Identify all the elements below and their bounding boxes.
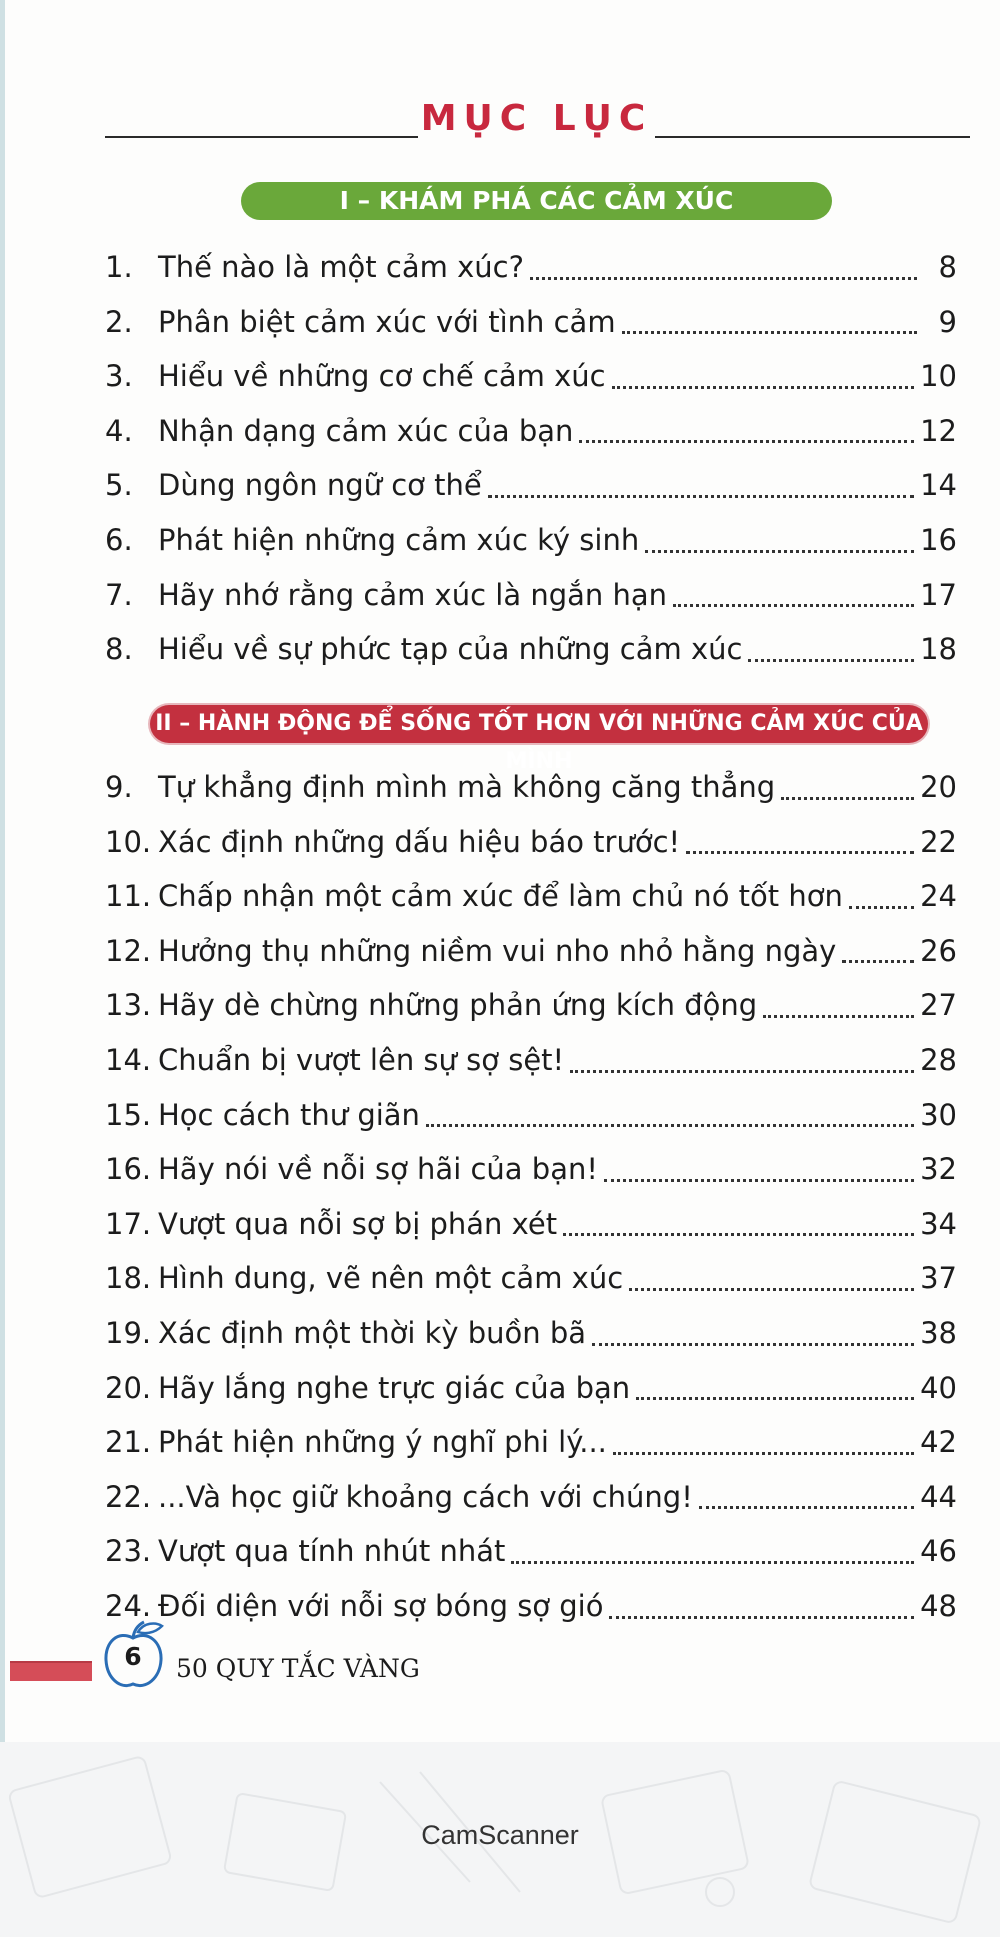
toc-entry (105, 1579, 957, 1634)
page-edge (0, 0, 5, 1742)
entry-page: 17 (920, 577, 957, 612)
entry-page: 38 (920, 1315, 957, 1350)
entry-number: 18. (105, 1261, 152, 1296)
entry-line (158, 1524, 957, 1579)
dot-leader (849, 869, 914, 924)
toc-entry (105, 869, 957, 924)
dot-leader (636, 1361, 914, 1416)
entry-number: 21. (105, 1425, 152, 1460)
toc-entry (105, 1361, 957, 1416)
entry-number: 12. (105, 933, 152, 968)
entry-page: 8 (938, 250, 957, 284)
entry-number: 20. (105, 1370, 152, 1405)
entry-line (158, 760, 957, 815)
dot-leader (426, 1088, 914, 1143)
heading-rule-right (655, 136, 970, 138)
toc-entry (105, 349, 957, 404)
entry-title: Học cách thư giãn (158, 1097, 420, 1132)
entry-title: Dùng ngôn ngữ cơ thể (158, 468, 482, 503)
toc-entry (105, 1251, 957, 1306)
dot-leader (622, 295, 917, 350)
entry-number: 11. (105, 879, 152, 914)
entry-number: 3. (105, 359, 133, 394)
toc-entry (105, 568, 957, 623)
dot-leader (530, 240, 917, 295)
dot-leader (592, 1306, 914, 1361)
section-2-list (105, 760, 957, 1634)
heading-rule-left (105, 136, 418, 138)
entry-line (158, 568, 957, 623)
toc-entry (105, 458, 957, 513)
entry-page: 40 (920, 1370, 957, 1405)
entry-number: 5. (105, 468, 133, 503)
entry-title: Chuẩn bị vượt lên sự sợ sệt! (158, 1042, 565, 1077)
dot-leader (748, 622, 914, 677)
entry-title: Vượt qua tính nhút nhát (158, 1534, 506, 1569)
dot-leader (645, 513, 914, 568)
entry-page: 48 (920, 1588, 957, 1623)
entry-line (158, 513, 957, 568)
entry-number: 15. (105, 1097, 152, 1132)
toc-entry (105, 1306, 957, 1361)
entry-line (158, 1033, 957, 1088)
entry-number: 2. (105, 304, 133, 339)
entry-page: 27 (920, 988, 957, 1023)
entry-title: Hãy nói về nỗi sợ hãi của bạn! (158, 1152, 598, 1187)
camscanner-label: CamScanner (421, 1820, 579, 1850)
entry-line (158, 240, 957, 295)
entry-page: 34 (920, 1206, 957, 1241)
toc-entry (105, 815, 957, 870)
entry-title: Đối diện với nỗi sợ bóng sợ gió (158, 1588, 604, 1623)
toc-entry (105, 924, 957, 979)
entry-page: 16 (920, 522, 957, 557)
toc-entry (105, 1524, 957, 1579)
section-1-banner: I – KHÁM PHÁ CÁC CẢM XÚC (241, 182, 832, 220)
entry-line (158, 1361, 957, 1416)
entry-title: Hình dung, vẽ nên một cảm xúc (158, 1261, 624, 1296)
entry-line (158, 622, 957, 677)
entry-page: 30 (920, 1097, 957, 1132)
entry-number: 16. (105, 1152, 152, 1187)
entry-page: 9 (938, 304, 957, 339)
entry-line (158, 978, 957, 1033)
entry-line (158, 404, 957, 459)
entry-title: Chấp nhận một cảm xúc để làm chủ nó tốt hơn (158, 879, 843, 914)
entry-page: 28 (920, 1042, 957, 1077)
entry-page: 22 (920, 824, 957, 859)
entry-title: Hãy nhớ rằng cảm xúc là ngắn hạn (158, 577, 668, 612)
dot-leader (763, 978, 914, 1033)
entry-line (158, 1579, 957, 1634)
dot-leader (488, 458, 914, 513)
entry-number: 19. (105, 1315, 152, 1350)
entry-line (158, 1415, 957, 1470)
entry-number: 14. (105, 1042, 152, 1077)
dot-leader (613, 1415, 914, 1470)
entry-page: 10 (920, 359, 957, 394)
entry-line (158, 1197, 957, 1252)
entry-line (158, 924, 957, 979)
entry-title: Hưởng thụ những niềm vui nho nhỏ hằng ngày (158, 933, 837, 968)
toc-entry (105, 622, 957, 677)
entry-title: ...Và học giữ khoảng cách với chúng! (158, 1479, 693, 1514)
entry-page: 32 (920, 1152, 957, 1187)
toc-entry (105, 404, 957, 459)
entry-number: 9. (105, 770, 133, 804)
entry-page: 18 (920, 632, 957, 667)
book-title: 50 QUY TẮC VÀNG (176, 1654, 420, 1683)
entry-line (158, 458, 957, 513)
entry-number: 10. (105, 824, 152, 859)
entry-page: 42 (920, 1425, 957, 1460)
entry-title: Hiểu về những cơ chế cảm xúc (158, 359, 606, 394)
entry-line (158, 1088, 957, 1143)
entry-title: Xác định những dấu hiệu báo trước! (158, 824, 681, 859)
toc-entry (105, 760, 957, 815)
entry-number: 6. (105, 522, 133, 557)
toc-entry (105, 513, 957, 568)
entry-title: Phát hiện những cảm xúc ký sinh (158, 522, 640, 557)
dot-leader (842, 924, 914, 979)
toc-heading (105, 95, 970, 145)
dot-leader (781, 760, 914, 815)
dot-leader (604, 1142, 914, 1197)
toc-title: MỤC LỤC (420, 98, 653, 139)
dot-leader (686, 815, 914, 870)
dot-leader (570, 1033, 914, 1088)
toc-entry (105, 1415, 957, 1470)
toc-entry (105, 1088, 957, 1143)
entry-line (158, 1470, 957, 1525)
toc-entry (105, 1470, 957, 1525)
entry-number: 23. (105, 1534, 152, 1569)
entry-number: 13. (105, 988, 152, 1023)
entry-line (158, 1251, 957, 1306)
entry-line (158, 869, 957, 924)
entry-number: 4. (105, 413, 133, 448)
entry-line (158, 815, 957, 870)
entry-page: 37 (920, 1261, 957, 1296)
dot-leader (629, 1251, 914, 1306)
entry-title: Nhận dạng cảm xúc của bạn (158, 413, 574, 448)
entry-title: Hiểu về sự phức tạp của những cảm xúc (158, 632, 743, 667)
entry-page: 26 (920, 933, 957, 968)
entry-number: 24. (105, 1588, 152, 1623)
entry-page: 24 (920, 879, 957, 914)
toc-entry (105, 1197, 957, 1252)
entry-title: Tự khẳng định mình mà không căng thẳng (158, 770, 776, 804)
entry-line (158, 1142, 957, 1197)
dot-leader (609, 1579, 914, 1634)
section-1-list (105, 240, 957, 677)
dot-leader (579, 404, 914, 459)
entry-number: 8. (105, 632, 133, 667)
toc-entry (105, 1033, 957, 1088)
entry-line (158, 295, 957, 350)
entry-line (158, 349, 957, 404)
entry-page: 20 (920, 770, 957, 804)
entry-page: 46 (920, 1534, 957, 1569)
entry-title: Hãy lắng nghe trực giác của bạn (158, 1370, 631, 1405)
entry-number: 17. (105, 1206, 152, 1241)
toc-entry (105, 240, 957, 295)
toc-entry (105, 1142, 957, 1197)
entry-title: Thế nào là một cảm xúc? (158, 250, 524, 284)
apple-icon (102, 1620, 170, 1692)
entry-page: 44 (920, 1479, 957, 1514)
entry-line (158, 1306, 957, 1361)
dot-leader (699, 1470, 914, 1525)
entry-page: 14 (920, 468, 957, 503)
dot-leader (673, 568, 914, 623)
entry-title: Xác định một thời kỳ buồn bã (158, 1315, 587, 1350)
toc-entry (105, 295, 957, 350)
entry-number: 22. (105, 1479, 152, 1514)
entry-page: 12 (920, 413, 957, 448)
footer-red-bar (10, 1661, 92, 1681)
dot-leader (612, 349, 914, 404)
dot-leader (511, 1524, 914, 1579)
toc-entry (105, 978, 957, 1033)
entry-title: Vượt qua nỗi sợ bị phán xét (158, 1206, 558, 1241)
entry-title: Phát hiện những ý nghĩ phi lý... (158, 1425, 607, 1460)
entry-title: Hãy dè chừng những phản ứng kích động (158, 988, 758, 1023)
section-2-banner: II – HÀNH ĐỘNG ĐỂ SỐNG TỐT HƠN VỚI NHỮNG CẢM XÚC CỦA MÌNH (150, 705, 928, 743)
page-number: 6 (124, 1642, 142, 1671)
dot-leader (563, 1197, 914, 1252)
entry-number: 1. (105, 250, 133, 284)
entry-number: 7. (105, 577, 133, 612)
entry-title: Phân biệt cảm xúc với tình cảm (158, 304, 616, 339)
